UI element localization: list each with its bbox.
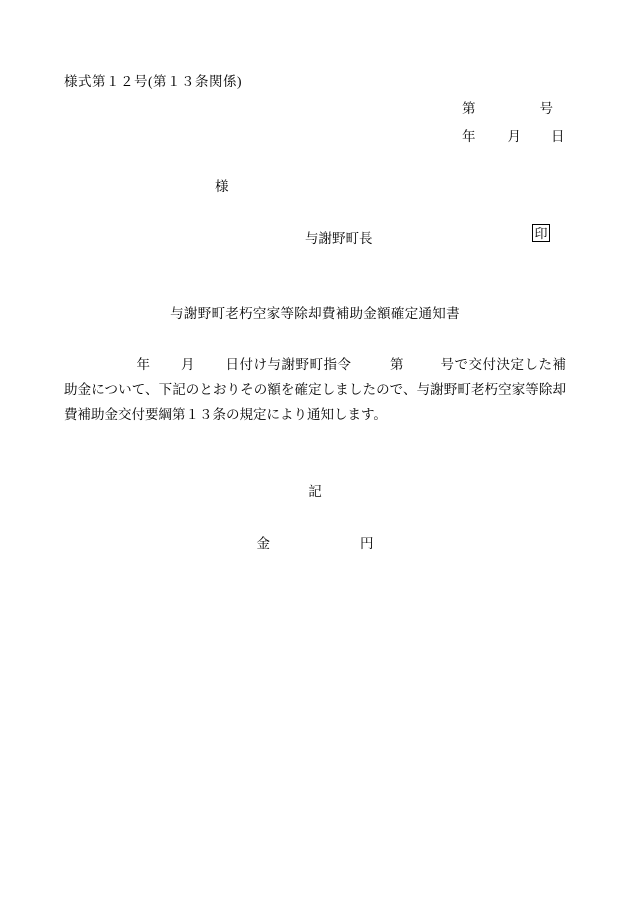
document-date-line: [462, 125, 565, 145]
issuer-name: 与謝野町長: [305, 231, 373, 246]
date-year-label: 年: [462, 129, 476, 144]
body-year-label: 年: [136, 357, 151, 372]
addressee-honorific: 様: [215, 179, 229, 194]
seal-stamp-box: 印: [532, 224, 550, 242]
document-title: 与謝野町老朽空家等除却費補助金額確定通知書: [170, 306, 460, 321]
date-day-label: 日: [551, 129, 565, 144]
ki-mark: 記: [308, 484, 322, 499]
document-number-unit: 号: [539, 101, 553, 116]
body-number-label: 第: [389, 357, 404, 372]
body-paragraph-rest: について、下記のとおりその額を確定しましたので、与謝野町老朽空家等除却費補助金交付要綱第１３条の規定により通知します。: [64, 382, 566, 422]
body-month-label: 月: [180, 357, 195, 372]
body-rest-first: 号で交付決定した補助金: [64, 357, 566, 397]
document-body: [64, 352, 566, 427]
amount-unit: 円: [360, 536, 374, 551]
document-number-line: [462, 97, 553, 117]
date-month-label: 月: [507, 129, 521, 144]
amount-line: [0, 532, 630, 552]
body-date-word: 日付け与謝野町指令: [225, 357, 352, 372]
document-number-label: 第: [462, 101, 476, 116]
amount-label: 金: [256, 536, 270, 551]
form-number: 様式第１２号(第１３条関係): [64, 74, 242, 89]
